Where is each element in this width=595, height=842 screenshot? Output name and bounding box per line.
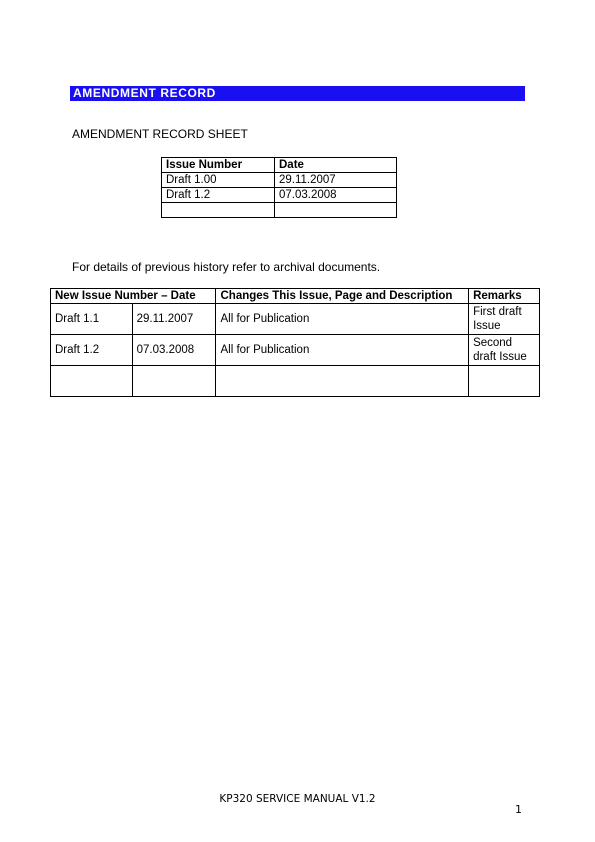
history-note: For details of previous history refer to archival documents. bbox=[72, 260, 381, 274]
table-row bbox=[51, 304, 540, 335]
cell-issue bbox=[162, 203, 275, 218]
cell-changes: All for Publication bbox=[216, 335, 469, 366]
cell-date: 07.03.2008 bbox=[275, 188, 397, 203]
amendment-sheet-table bbox=[161, 157, 397, 218]
cell-date: 29.11.2007 bbox=[275, 173, 397, 188]
cell-date bbox=[132, 366, 216, 397]
table-header-row bbox=[51, 289, 540, 304]
cell-issue: Draft 1.2 bbox=[51, 335, 133, 366]
cell-issue: Draft 1.2 bbox=[162, 188, 275, 203]
cell-issue bbox=[51, 366, 133, 397]
cell-issue: Draft 1.00 bbox=[162, 173, 275, 188]
cell-date: 07.03.2008 bbox=[132, 335, 216, 366]
cell-date: 29.11.2007 bbox=[132, 304, 216, 335]
col-date: Date bbox=[275, 158, 397, 173]
col-issue-date: New Issue Number – Date bbox=[51, 289, 216, 304]
table-row bbox=[162, 188, 397, 203]
table-header-row bbox=[162, 158, 397, 173]
table-row bbox=[162, 203, 397, 218]
col-issue-number: Issue Number bbox=[162, 158, 275, 173]
cell-changes: All for Publication bbox=[216, 304, 469, 335]
section-title: AMENDMENT RECORD bbox=[73, 86, 216, 100]
history-table bbox=[50, 288, 540, 397]
section-banner bbox=[70, 86, 525, 101]
cell-changes bbox=[216, 366, 469, 397]
cell-date bbox=[275, 203, 397, 218]
cell-issue: Draft 1.1 bbox=[51, 304, 133, 335]
page-footer: KP320 SERVICE MANUAL V1.2 bbox=[219, 793, 376, 805]
table-row bbox=[162, 173, 397, 188]
sheet-title: AMENDMENT RECORD SHEET bbox=[72, 127, 248, 141]
cell-remarks: Second draft Issue bbox=[469, 335, 540, 366]
col-changes: Changes This Issue, Page and Description bbox=[216, 289, 469, 304]
col-remarks: Remarks bbox=[469, 289, 540, 304]
page-number: 1 bbox=[515, 803, 522, 816]
table-row bbox=[51, 335, 540, 366]
table-row bbox=[51, 366, 540, 397]
cell-remarks bbox=[469, 366, 540, 397]
cell-remarks: First draft Issue bbox=[469, 304, 540, 335]
